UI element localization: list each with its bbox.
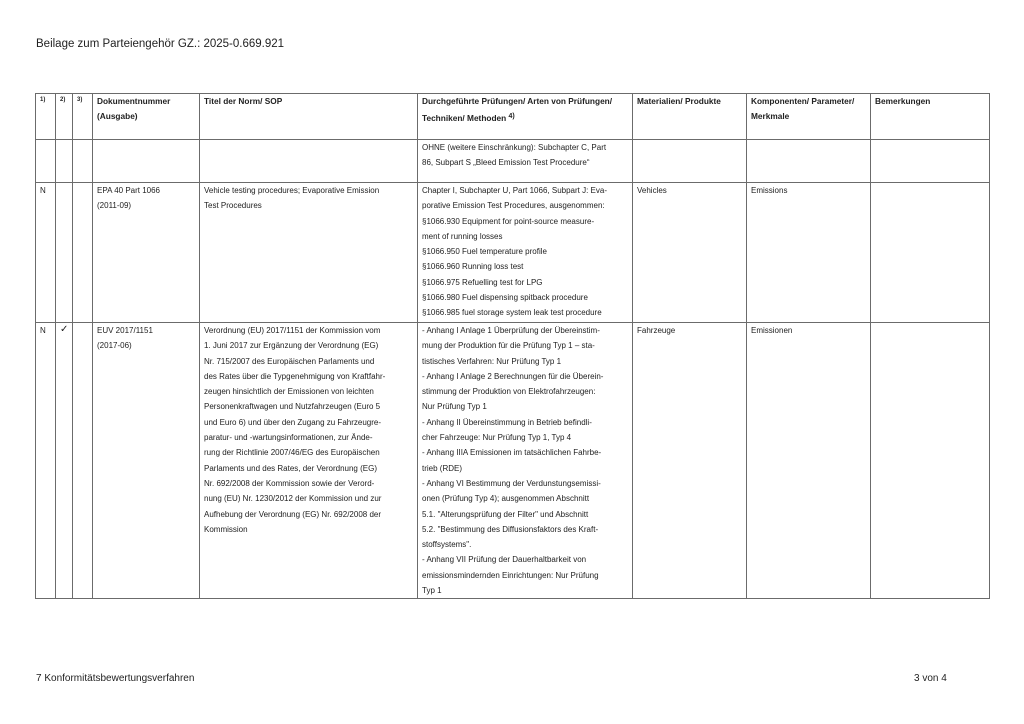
text-line: 5.1. "Alterungsprüfung der Filter" und Abschnitt [422,509,589,519]
table-row [36,140,990,183]
text-line: stimmung der Produktion von Elektrofahrzeugen: [422,387,596,397]
text-line: 5.2. "Bestimmung des Diffusionsfaktors des Kraft- [422,524,599,534]
checkmark-icon: ✓ [56,323,73,599]
text-line: zeugen hinsichtlich der Emissionen von leichten [204,387,374,397]
col-header-komponenten [747,94,871,140]
text-line: nung (EU) Nr. 1230/2012 der Kommission und zur [204,494,382,504]
text-line: §1066.980 Fuel dispensing spitback procedure [422,293,588,303]
header-line: Komponenten/ Parameter/ [751,96,855,106]
cell-titel [200,140,418,183]
text-line: Nr. 692/2008 der Kommission sowie der Verord- [204,478,375,488]
footer-section-label: 7 Konformitätsbewertungsverfahren [36,673,195,684]
cell-materialien: Fahrzeuge [633,323,747,599]
table-row [36,183,990,323]
text-line: §1066.960 Running loss test [422,262,524,272]
text-line: - Anhang I Anlage 2 Berechnungen für die Überein- [422,371,604,381]
cell-c3 [73,323,93,599]
header-line: Durchgeführte Prüfungen/ Arten von Prüfungen/ [422,96,613,106]
col-header-3: 3) [73,94,93,140]
text-line: Test Procedures [204,201,262,211]
cell-c2 [56,183,73,323]
cell-c2 [56,140,73,183]
text-line: (2011-09) [97,201,132,211]
text-line: §1066.985 fuel storage system leak test procedure [422,308,602,318]
cell-c3 [73,183,93,323]
cell-pruefungen [418,323,633,599]
text-line: EUV 2017/1151 [97,326,153,335]
text-line: - Anhang VI Bestimmung der Verdunstungsemissi- [422,478,601,488]
text-line: - Anhang II Übereinstimmung in Betrieb befindli- [422,417,592,427]
col-header-1: 1) [36,94,56,140]
text-line: EPA 40 Part 1066 [97,186,161,195]
text-line: trieb (RDE) [422,463,463,473]
table-header-row [36,94,990,140]
cell-komponenten: Emissionen [747,323,871,599]
text-line: 86, Subpart S „Bleed Emission Test Procedure“ [422,158,590,168]
text-line: OHNE (weitere Einschränkung): Subchapter C, Part [422,143,607,152]
text-line: porative Emission Test Procedures, ausgenommen: [422,201,605,211]
col-header-titel: Titel der Norm/ SOP [200,94,418,140]
col-header-materialien: Materialien/ Produkte [633,94,747,140]
cell-c3 [73,140,93,183]
cell-materialien [633,140,747,183]
cell-materialien: Vehicles [633,183,747,323]
cell-dokument [93,183,200,323]
text-line: stoffsystems". [422,540,472,550]
col-header-dokumentnummer [93,94,200,140]
header-line: (Ausgabe) [97,111,138,122]
text-line: - Anhang IIIA Emissionen im tatsächlichen Fahrbe- [422,448,602,458]
text-line: §1066.975 Refuelling test for LPG [422,277,543,287]
text-line: §1066.930 Equipment for point-source measure- [422,216,595,226]
footnote-marker: 4) [508,113,515,121]
text-line: Verordnung (EU) 2017/1151 der Kommission vom [204,326,381,335]
col-header-2: 2) [56,94,73,140]
text-line: cher Fahrzeuge: Nur Prüfung Typ 1, Typ 4 [422,433,572,443]
text-line: Personenkraftwagen und Nutzfahrzeugen (Euro 5 [204,402,381,412]
cell-c1 [36,140,56,183]
table-row [36,323,990,599]
text-line: §1066.950 Fuel temperature profile [422,247,547,257]
cell-c1: N [36,183,56,323]
cell-bemerkungen [871,183,990,323]
text-line: Kommission [204,524,248,534]
cell-komponenten [747,140,871,183]
document-header-title: Beilage zum Parteiengehör GZ.: 2025-0.669.921 [36,38,285,50]
text-line: - Anhang VII Prüfung der Dauerhaltbarkeit von [422,555,587,565]
text-line: tistisches Verfahren: Nur Prüfung Typ 1 [422,356,562,366]
page-number: 3 von 4 [914,673,947,684]
text-line: Typ 1 [422,586,442,596]
scope-table [35,93,990,599]
text-line: und Euro 6) und über den Zugang zu Fahrzeugre- [204,417,382,427]
text-line: rung der Richtlinie 2007/46/EG des Europäischen [204,448,380,458]
text-line: emissionsmindernden Einrichtungen: Nur Prüfung [422,570,599,580]
text-line: Aufhebung der Verordnung (EG) Nr. 692/2008 der [204,509,382,519]
text-line: Parlaments und des Rates, der Verordnung (EG) [204,463,377,473]
cell-bemerkungen [871,323,990,599]
cell-c1: N [36,323,56,599]
text-line: des Rates über die Typgenehmigung von Kraftfahr- [204,371,386,381]
col-header-bemerkungen: Bemerkungen [871,94,990,140]
cell-bemerkungen [871,140,990,183]
text-line: Chapter I, Subchapter U, Part 1066, Subpart J: Eva- [422,186,607,195]
text-line: 1. Juni 2017 zur Ergänzung der Verordnung (EG) [204,341,379,351]
cell-dokument [93,140,200,183]
header-line [422,109,628,126]
header-line: Dokumentnummer [97,96,171,106]
text-line: paratur- und -wartungsinformationen, zur Ände- [204,433,373,443]
text-line: - Anhang I Anlage 1 Überprüfung der Übereinstim- [422,326,600,335]
cell-pruefungen [418,140,633,183]
cell-dokument [93,323,200,599]
text-line: mung der Produktion für die Prüfung Typ 1 – sta- [422,341,595,351]
cell-titel [200,183,418,323]
text-line: Nr. 715/2007 des Europäischen Parlaments und [204,356,375,366]
text-line: Vehicle testing procedures; Evaporative Emission [204,186,380,195]
cell-pruefungen [418,183,633,323]
header-line: Merkmale [751,111,790,122]
text-line: onen (Prüfung Typ 4); ausgenommen Abschnitt [422,494,590,504]
text-line: (2017-06) [97,341,132,351]
text-line: ment of running losses [422,231,503,241]
header-line-text: Techniken/ Methoden [422,113,507,124]
cell-komponenten: Emissions [747,183,871,323]
cell-titel [200,323,418,599]
text-line: Nur Prüfung Typ 1 [422,402,487,412]
col-header-pruefungen [418,94,633,140]
